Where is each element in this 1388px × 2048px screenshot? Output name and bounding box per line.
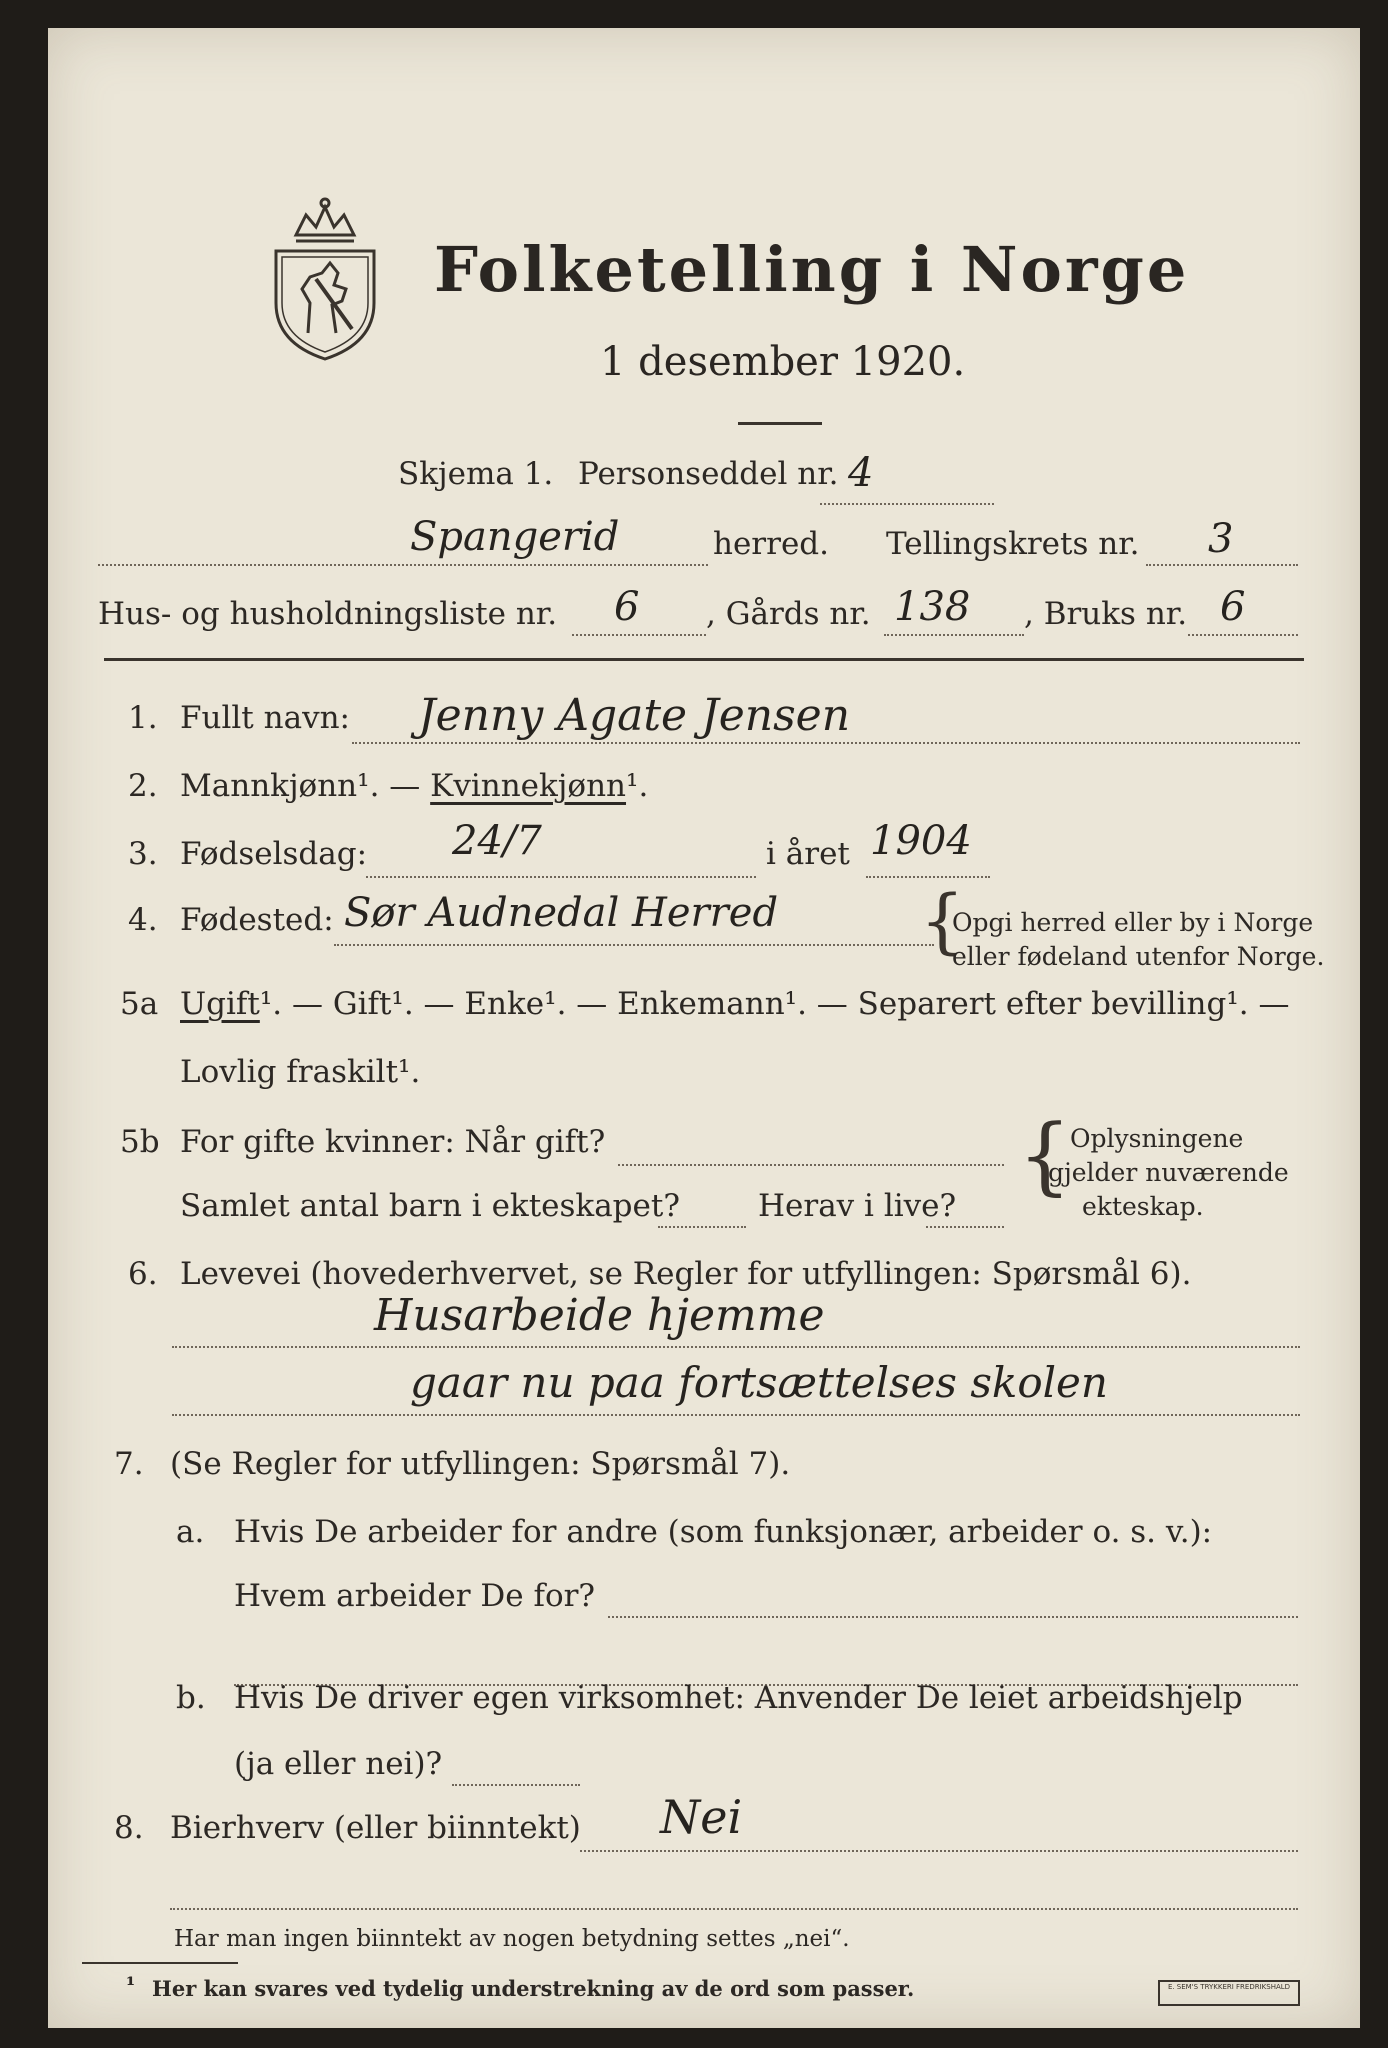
q7a-label: Hvis De arbeider for andre (som funksjonær, arbeider o. s. v.): [234, 1514, 1213, 1550]
q5b-label: For gifte kvinner: Når gift? [180, 1124, 606, 1160]
q7b-yes-no-line [452, 1784, 580, 1786]
q8-line [580, 1850, 1298, 1852]
q5a-ugift: Ugift [180, 986, 260, 1022]
q7b-yes-no-label: (ja eller nei)? [234, 1746, 443, 1782]
q1-line [352, 742, 1300, 744]
q3-year-line [866, 876, 990, 878]
q1-label: Fullt navn: [180, 700, 350, 736]
q6-line-1 [172, 1346, 1300, 1348]
q6-occupation-2: gaar nu paa fortsættelses skolen [410, 1358, 1108, 1407]
census-form-sheet [48, 28, 1360, 2028]
q4-note-2: eller fødeland utenfor Norge. [952, 942, 1325, 971]
q7a-employer-label: Hvem arbeider De for? [234, 1578, 596, 1614]
tellingskrets-value: 3 [1208, 516, 1234, 562]
q6-number: 6. [128, 1256, 158, 1292]
q5b-note-1: Oplysningene [1070, 1124, 1244, 1153]
q4-line [334, 944, 934, 946]
q3-day-line [366, 876, 756, 878]
q3-birthday: 24/7 [452, 818, 542, 864]
footer-note: Har man ingen biinntekt av nogen betydning settes „nei“. [174, 1926, 850, 1952]
q6-line-2 [172, 1414, 1300, 1416]
q2-gender-line [180, 768, 648, 804]
q7b-number: b. [176, 1680, 206, 1716]
gards-line [884, 634, 1024, 636]
q2-separator: — [379, 768, 431, 804]
q7a-number: a. [176, 1514, 205, 1550]
gards-label: , Gårds nr. [706, 596, 871, 632]
printer-stamp: E. SEM'S TRYKKERI FREDRIKSHALD [1158, 1980, 1300, 2006]
census-date: 1 desember 1920. [600, 339, 966, 385]
q5a-line-2: Lovlig fraskilt¹. [180, 1054, 421, 1090]
q5b-number: 5b [120, 1124, 160, 1160]
footnote-text: Her kan svares ved tydelig understrekning av de ord som passer. [152, 1976, 915, 2001]
bruks-value: 6 [1220, 584, 1246, 630]
tellingskrets-label: Tellingskrets nr. [886, 526, 1140, 562]
q2-number: 2. [128, 768, 158, 804]
q4-brace: { [920, 880, 965, 962]
q5b-children-line [658, 1226, 746, 1228]
personseddel-line [820, 503, 994, 505]
q8-line-2 [170, 1908, 1298, 1910]
q5a-other-options: ¹. — Gift¹. — Enke¹. — Enkemann¹. — Separert efter bevilling¹. — [259, 986, 1290, 1022]
q5b-alive-label: Herav i live? [758, 1188, 957, 1224]
q4-number: 4. [128, 902, 158, 938]
q8-number: 8. [114, 1810, 144, 1846]
q5b-note-2: gjelder nuværende [1048, 1158, 1289, 1187]
footnote-rule [82, 1962, 238, 1964]
q6-occupation-1: Husarbeide hjemme [374, 1290, 825, 1341]
q5b-note-3: ekteskap. [1082, 1192, 1204, 1221]
personseddel-value: 4 [848, 450, 874, 496]
husholdningsliste-value: 6 [614, 584, 640, 630]
husholdningsliste-label: Hus- og husholdningsliste nr. [98, 596, 558, 632]
q7a-employer-line [608, 1616, 1298, 1618]
q5a-status-line [180, 986, 1289, 1022]
q3-year: 1904 [870, 818, 972, 864]
q4-label: Fødested: [180, 902, 334, 938]
header-rule [104, 658, 1304, 661]
schema-label: Skjema 1. [398, 456, 554, 492]
q1-full-name: Jenny Agate Jensen [418, 690, 851, 741]
q5b-children-label: Samlet antal barn i ekteskapet? [180, 1188, 680, 1224]
q8-side-income: Nei [660, 1790, 743, 1844]
title-divider [738, 422, 822, 425]
q2-female: Kvinnekjønn [430, 768, 627, 804]
q7-label: (Se Regler for utfyllingen: Spørsmål 7). [170, 1446, 791, 1482]
footnote-number: ¹ [126, 1972, 136, 1997]
q3-year-label: i året [766, 836, 850, 872]
q7-number: 7. [114, 1446, 144, 1482]
q6-label: Levevei (hovederhvervet, se Regler for utfyllingen: Spørsmål 6). [180, 1256, 1192, 1292]
herred-label: herred. [713, 526, 829, 562]
q5b-alive-line [926, 1226, 1004, 1228]
form-title: Folketelling i Norge [434, 233, 1190, 306]
q2-female-sup: ¹. [626, 768, 649, 804]
q2-male: Mannkjønn¹. [180, 768, 380, 804]
bruks-line [1188, 634, 1298, 636]
husholdningsliste-line [572, 634, 706, 636]
q5a-number: 5a [120, 986, 159, 1022]
q3-label: Fødselsdag: [180, 836, 368, 872]
q5b-brace: { [1018, 1106, 1072, 1204]
q8-label: Bierhverv (eller biinntekt) [170, 1810, 581, 1846]
q3-number: 3. [128, 836, 158, 872]
coat-of-arms-icon [266, 193, 384, 363]
personseddel-label: Personseddel nr. [578, 456, 839, 492]
q1-number: 1. [128, 700, 158, 736]
herred-line [98, 564, 708, 566]
tellingskrets-line [1146, 564, 1298, 566]
q5b-married-line [618, 1164, 1004, 1166]
q4-birthplace: Sør Audnedal Herred [344, 890, 779, 936]
herred-value: Spangerid [410, 514, 620, 560]
bruks-label: , Bruks nr. [1024, 596, 1188, 632]
gards-value: 138 [894, 584, 971, 630]
q4-note-1: Opgi herred eller by i Norge [952, 908, 1314, 937]
q7b-label: Hvis De driver egen virksomhet: Anvender De leiet arbeidshjelp [234, 1680, 1243, 1716]
